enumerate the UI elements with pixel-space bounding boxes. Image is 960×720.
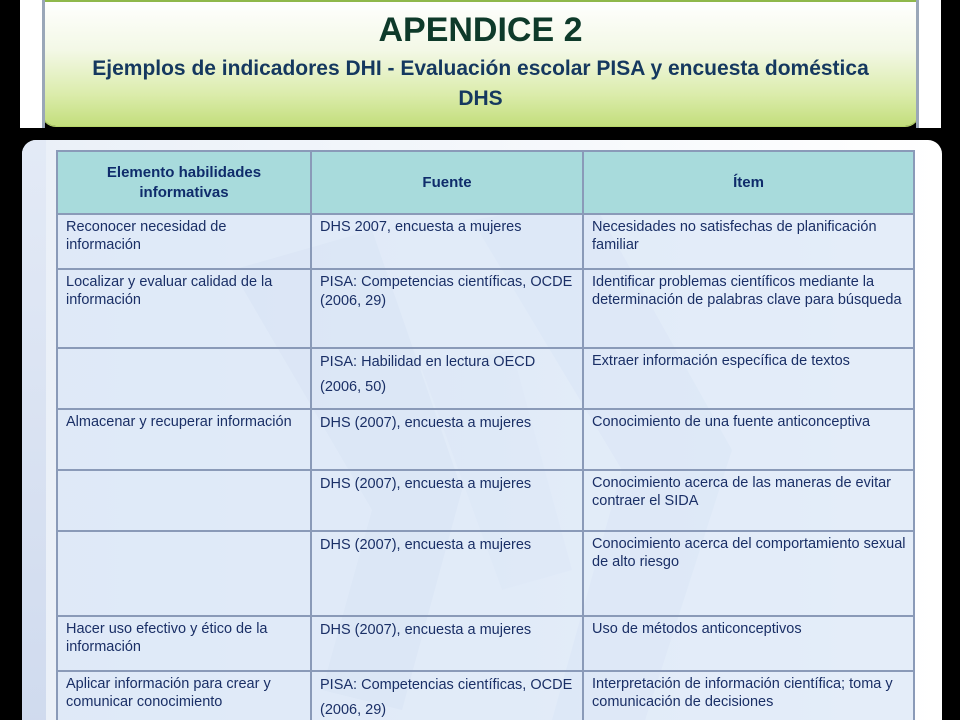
cell-elemento: Reconocer necesidad de información xyxy=(57,214,311,269)
cell-item: Interpretación de información científica; toma y comunicación de decisiones xyxy=(583,671,914,720)
cell-fuente: DHS 2007, encuesta a mujeres xyxy=(311,214,583,269)
cell-fuente: PISA: Competencias científicas, OCDE (2006, 29) xyxy=(311,671,583,720)
cell-elemento: Hacer uso efectivo y ético de la información xyxy=(57,616,311,671)
table-row xyxy=(57,269,914,348)
slide-title: APENDICE 2 xyxy=(378,11,583,49)
table-row xyxy=(57,616,914,671)
cell-item: Identificar problemas científicos mediante la determinación de palabras clave para búsqueda xyxy=(583,269,914,348)
cell-fuente: PISA: Habilidad en lectura OECD (2006, 50) xyxy=(311,348,583,409)
table-row xyxy=(57,671,914,720)
cell-item: Conocimiento acerca de las maneras de evitar contraer el SIDA xyxy=(583,470,914,531)
header-elemento: Elemento habilidades informativas xyxy=(57,151,311,214)
cell-item: Uso de métodos anticonceptivos xyxy=(583,616,914,671)
cell-item: Extraer información específica de textos xyxy=(583,348,914,409)
cell-elemento xyxy=(57,470,311,531)
cell-item: Conocimiento acerca del comportamiento sexual de alto riesgo xyxy=(583,531,914,616)
table-row xyxy=(57,409,914,470)
header-fuente: Fuente xyxy=(311,151,583,214)
cell-item: Conocimiento de una fuente anticonceptiva xyxy=(583,409,914,470)
cell-fuente: DHS (2007), encuesta a mujeres xyxy=(311,409,583,470)
cell-elemento: Localizar y evaluar calidad de la información xyxy=(57,269,311,348)
table-header-row xyxy=(57,151,914,214)
cell-fuente: PISA: Competencias científicas, OCDE (2006, 29) xyxy=(311,269,583,348)
table-row xyxy=(57,214,914,269)
content-panel xyxy=(22,140,942,720)
indicators-table-wrapper xyxy=(56,150,913,720)
cell-fuente: DHS (2007), encuesta a mujeres xyxy=(311,616,583,671)
cell-fuente: DHS (2007), encuesta a mujeres xyxy=(311,470,583,531)
cell-elemento: Aplicar información para crear y comunicar conocimiento xyxy=(57,671,311,720)
table-row xyxy=(57,470,914,531)
title-banner xyxy=(42,0,919,126)
table-row xyxy=(57,348,914,409)
cell-item: Necesidades no satisfechas de planificación familiar xyxy=(583,214,914,269)
indicators-table xyxy=(56,150,915,720)
cell-elemento xyxy=(57,531,311,616)
slide-subtitle: Ejemplos de indicadores DHI - Evaluación escolar PISA y encuesta doméstica DHS xyxy=(92,57,869,110)
cell-elemento xyxy=(57,348,311,409)
cell-fuente: DHS (2007), encuesta a mujeres xyxy=(311,531,583,616)
cell-elemento: Almacenar y recuperar información xyxy=(57,409,311,470)
header-item: Ítem xyxy=(583,151,914,214)
table-row xyxy=(57,531,914,616)
